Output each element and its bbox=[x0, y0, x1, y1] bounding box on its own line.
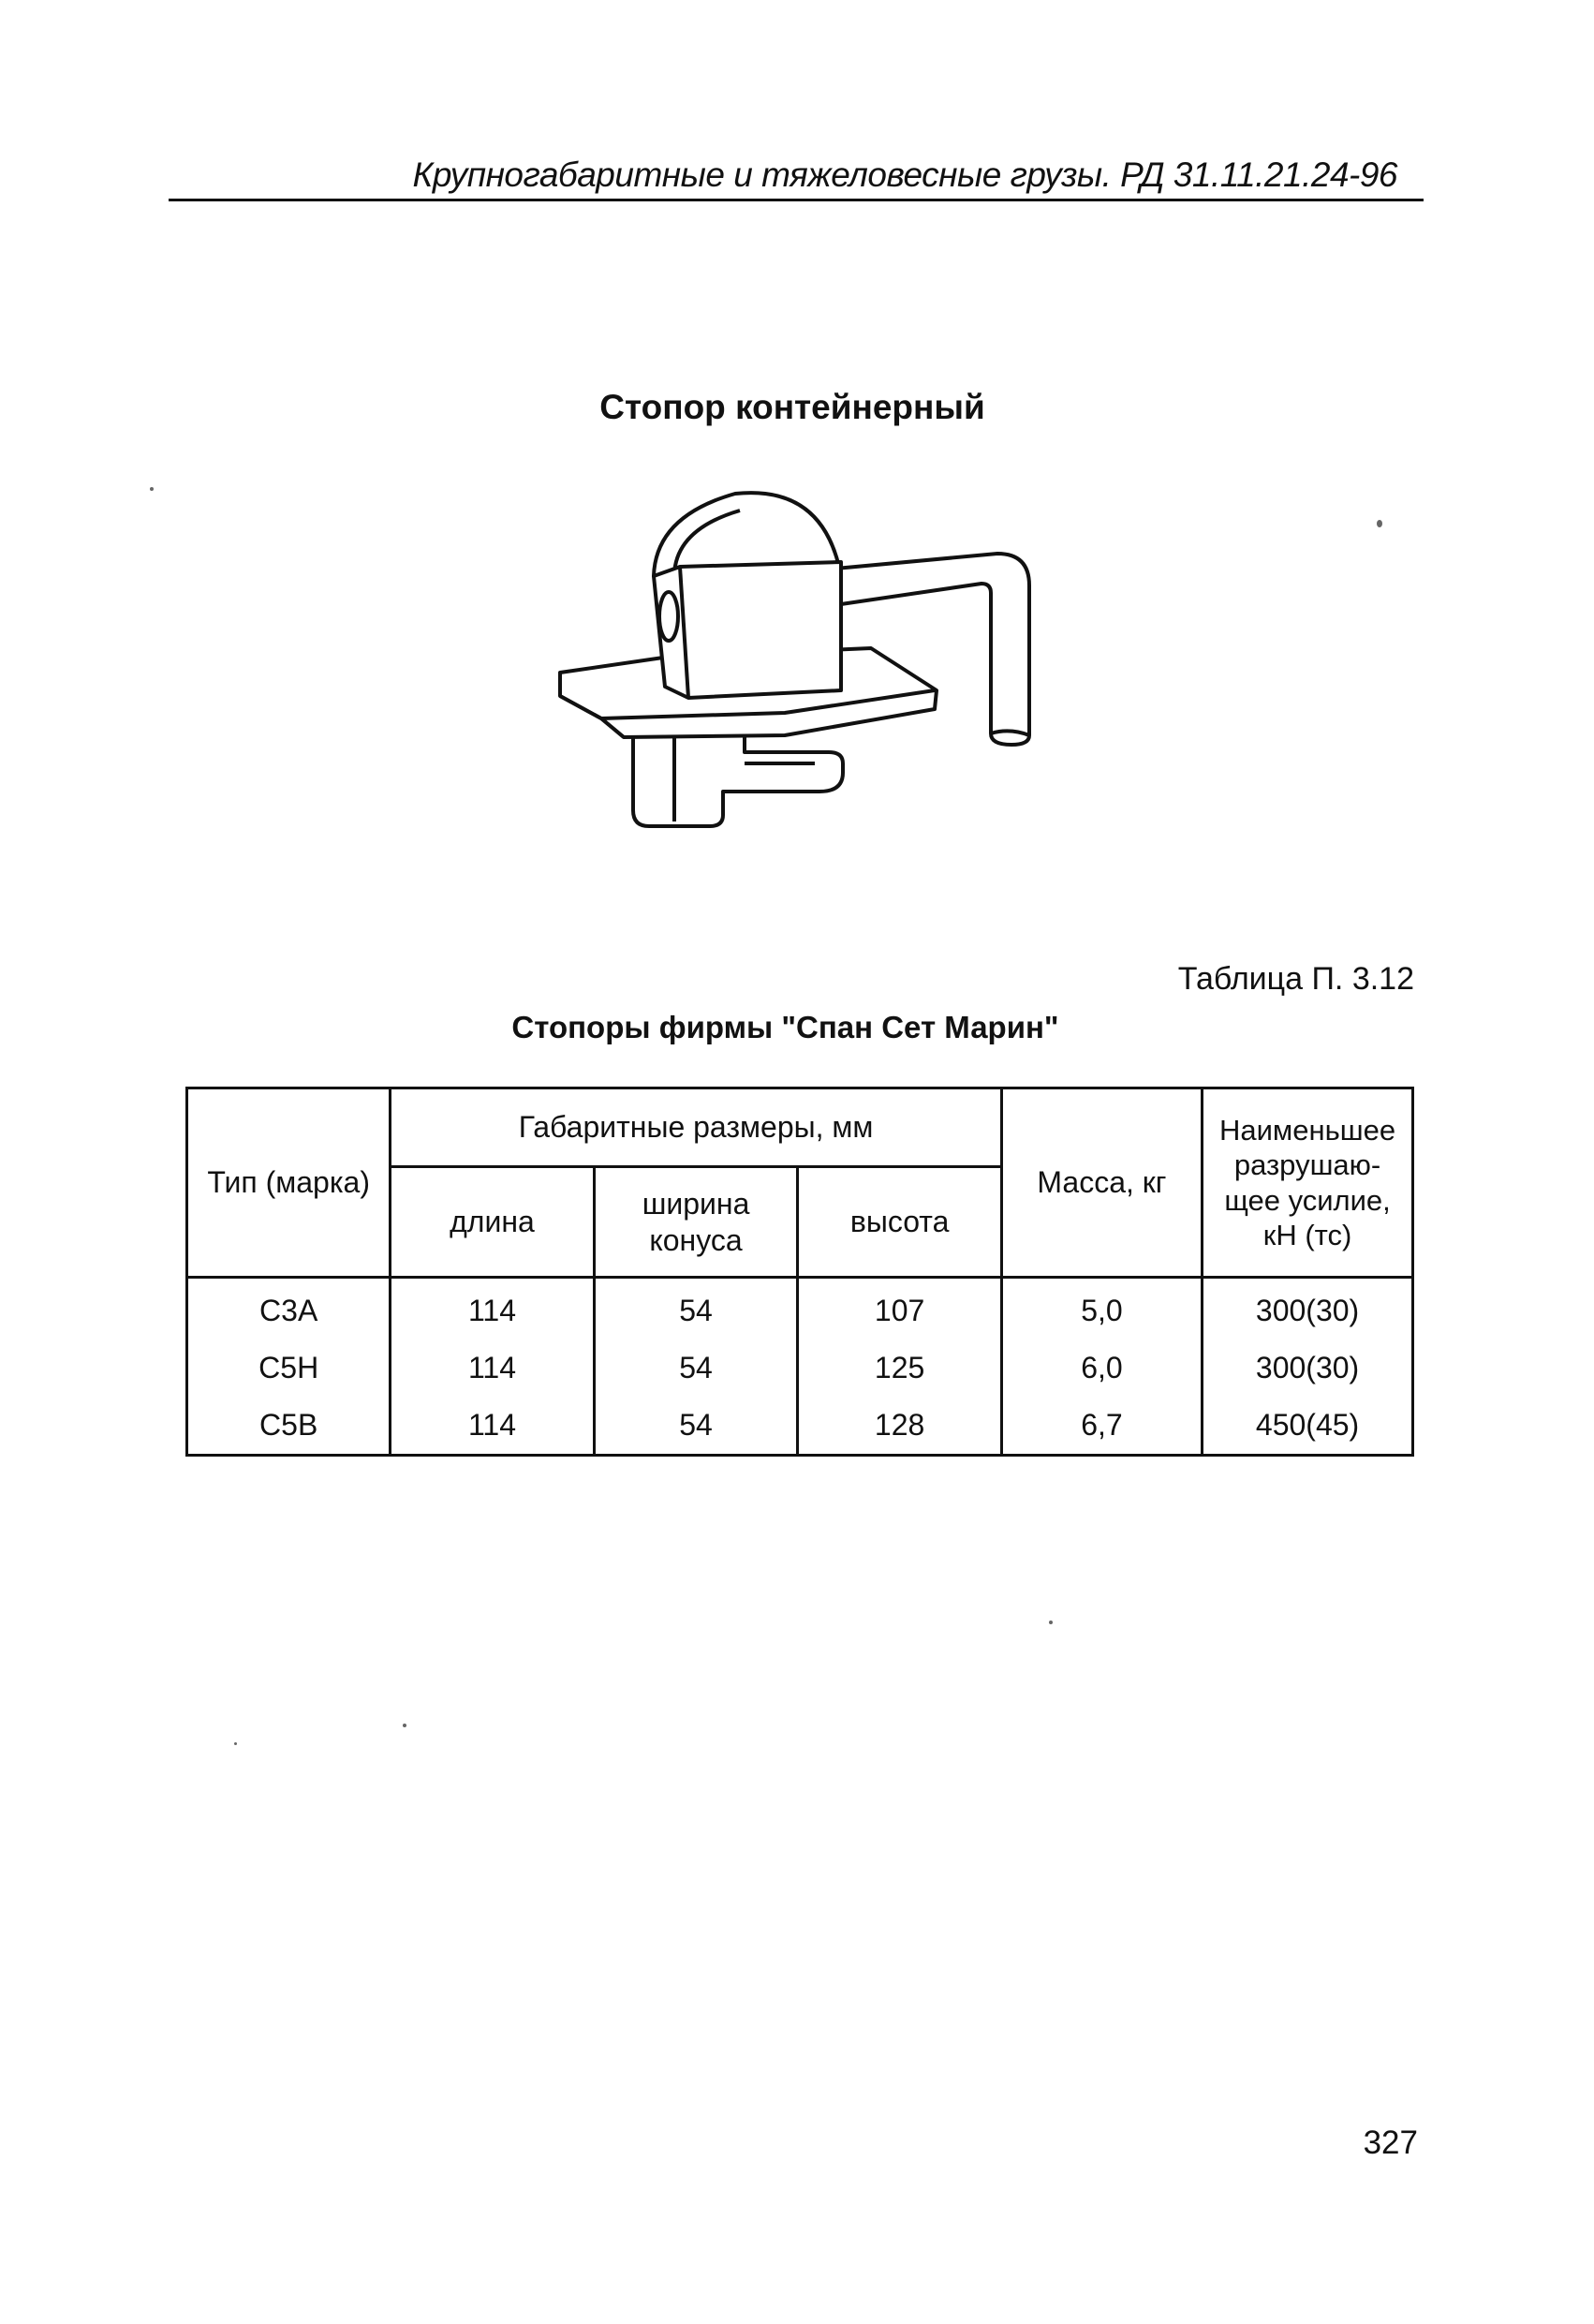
table-row bbox=[187, 1278, 1413, 1340]
scan-speck bbox=[1377, 520, 1382, 527]
cell-type: С3А bbox=[187, 1278, 391, 1340]
cell-cone-width: 54 bbox=[594, 1278, 798, 1340]
cell-force: 450(45) bbox=[1203, 1397, 1413, 1456]
header-breaking-force: Наименьшее разрушаю-щее усилие, кН (тс) bbox=[1203, 1088, 1413, 1278]
header-length: длина bbox=[391, 1167, 594, 1278]
cell-force: 300(30) bbox=[1203, 1278, 1413, 1340]
header-height: высота bbox=[798, 1167, 1001, 1278]
running-title: Крупногабаритные и тяжеловесные грузы. РД 31.11.21.24-96 bbox=[412, 155, 1397, 194]
figure-title bbox=[0, 388, 1594, 427]
figure-title-text: Стопор контейнерный bbox=[599, 388, 985, 426]
scan-speck bbox=[1049, 1621, 1053, 1624]
locks-table bbox=[185, 1087, 1414, 1457]
container-lock-drawing bbox=[543, 473, 1049, 848]
header-type: Тип (марка) bbox=[187, 1088, 391, 1278]
table-title-text: Стопоры фирмы "Спан Сет Марин" bbox=[511, 1010, 1059, 1044]
cell-mass: 6,0 bbox=[1001, 1340, 1202, 1397]
header-dimensions: Габаритные размеры, мм bbox=[391, 1088, 1001, 1167]
scan-speck bbox=[234, 1742, 237, 1745]
cell-height: 128 bbox=[798, 1397, 1001, 1456]
cell-cone-width: 54 bbox=[594, 1340, 798, 1397]
cell-length: 114 bbox=[391, 1397, 594, 1456]
cell-mass: 5,0 bbox=[1001, 1278, 1202, 1340]
cell-length: 114 bbox=[391, 1278, 594, 1340]
cell-cone-width: 54 bbox=[594, 1397, 798, 1456]
cell-type: С5Н bbox=[187, 1340, 391, 1397]
cell-mass: 6,7 bbox=[1001, 1397, 1202, 1456]
table-row bbox=[187, 1397, 1413, 1456]
scan-speck bbox=[403, 1724, 406, 1727]
table-row bbox=[187, 1340, 1413, 1397]
cell-height: 125 bbox=[798, 1340, 1001, 1397]
cell-length: 114 bbox=[391, 1340, 594, 1397]
scan-speck bbox=[150, 487, 154, 491]
header-mass: Масса, кг bbox=[1001, 1088, 1202, 1278]
header-cone-width: ширина конуса bbox=[594, 1167, 798, 1278]
table-number: Таблица П. 3.12 bbox=[1177, 961, 1414, 997]
cell-height: 107 bbox=[798, 1278, 1001, 1340]
cell-force: 300(30) bbox=[1203, 1340, 1413, 1397]
page-number: 327 bbox=[1363, 2124, 1418, 2161]
running-header bbox=[169, 155, 1424, 201]
cell-type: С5В bbox=[187, 1397, 391, 1456]
table-title bbox=[0, 1010, 1594, 1045]
